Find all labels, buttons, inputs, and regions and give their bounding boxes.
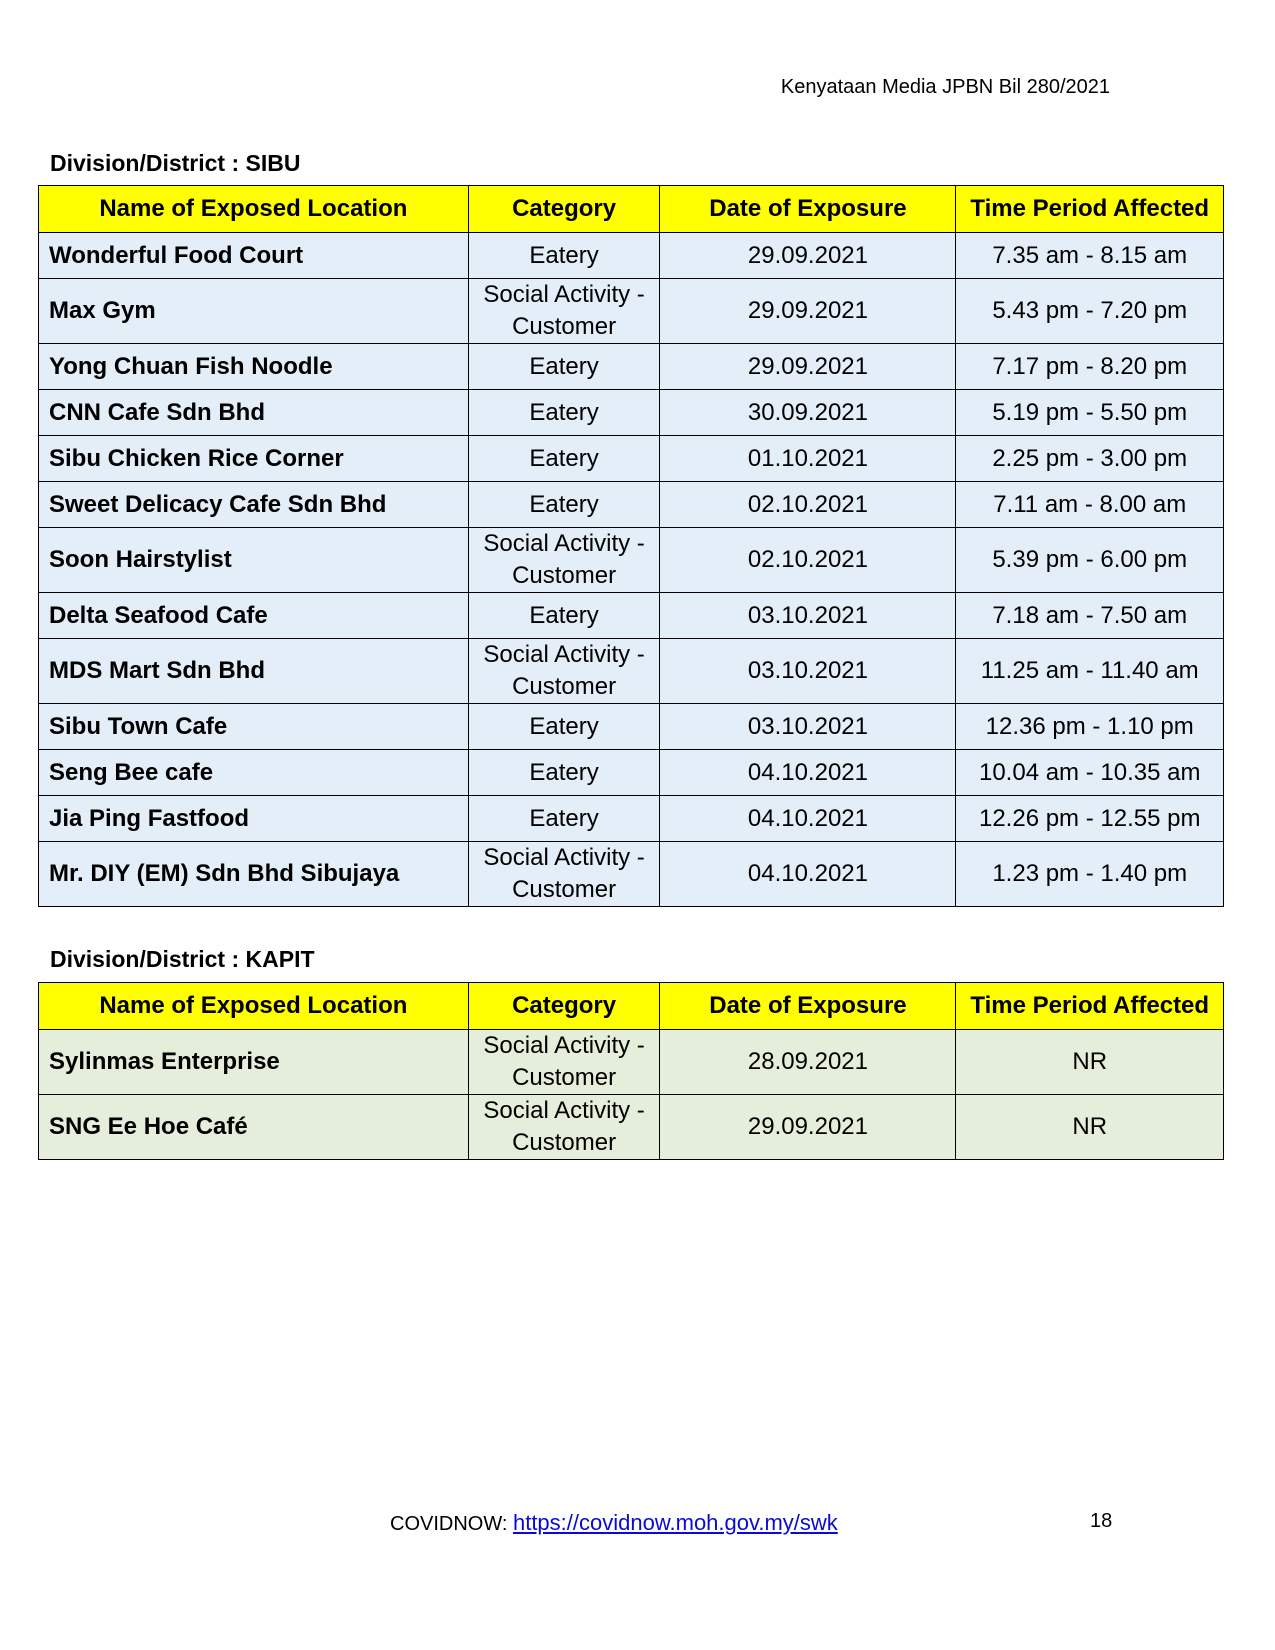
sibu-exposure-table [38, 185, 1224, 907]
exposure-date-cell: 29.09.2021 [660, 279, 956, 344]
exposure-date-cell: 03.10.2021 [660, 593, 956, 639]
table-row [39, 796, 1224, 842]
time-period-cell: 7.11 am - 8.00 am [956, 482, 1224, 528]
table-row [39, 704, 1224, 750]
category-line: Customer [512, 673, 617, 700]
category-line: Social Activity - [483, 844, 645, 871]
exposure-date-cell: 03.10.2021 [660, 639, 956, 704]
category-cell [468, 436, 660, 482]
table-row [39, 1095, 1224, 1160]
category-cell [468, 528, 660, 593]
table-row [39, 593, 1224, 639]
category-line: Social Activity - [483, 1032, 645, 1059]
table-row [39, 750, 1224, 796]
location-name-cell: Yong Chuan Fish Noodle [39, 344, 469, 390]
time-period-cell: 1.23 pm - 1.40 pm [956, 842, 1224, 907]
category-cell [468, 639, 660, 704]
exposure-date-cell: 04.10.2021 [660, 842, 956, 907]
location-name-cell: Seng Bee cafe [39, 750, 469, 796]
category-cell [468, 842, 660, 907]
time-period-cell: 5.39 pm - 6.00 pm [956, 528, 1224, 593]
category-cell [468, 704, 660, 750]
sibu-district-title: Division/District : SIBU [50, 150, 301, 176]
time-period-cell: 5.43 pm - 7.20 pm [956, 279, 1224, 344]
column-header-date: Date of Exposure [660, 186, 956, 233]
location-name-cell: Soon Hairstylist [39, 528, 469, 593]
column-header-category: Category [468, 186, 660, 233]
column-header-location: Name of Exposed Location [39, 186, 469, 233]
footer-prefix: COVIDNOW: [390, 1513, 513, 1535]
category-line: Customer [512, 876, 617, 903]
category-line: Eatery [529, 712, 599, 740]
time-period-cell: 12.26 pm - 12.55 pm [956, 796, 1224, 842]
time-period-cell: 2.25 pm - 3.00 pm [956, 436, 1224, 482]
location-name-cell: Max Gym [39, 279, 469, 344]
table-row [39, 1030, 1224, 1095]
table-row [39, 528, 1224, 593]
kapit-table-body [39, 1030, 1224, 1160]
exposure-date-cell: 29.09.2021 [660, 1095, 956, 1160]
category-cell [468, 796, 660, 842]
category-line: Social Activity - [483, 281, 645, 308]
exposure-date-cell: 28.09.2021 [660, 1030, 956, 1095]
category-cell [468, 482, 660, 528]
covidnow-link[interactable]: https://covidnow.moh.gov.my/swk [512, 1510, 838, 1535]
time-period-cell: NR [956, 1030, 1224, 1095]
location-name-cell: Wonderful Food Court [39, 233, 469, 279]
location-name-cell: Sibu Town Cafe [39, 704, 469, 750]
time-period-cell: 10.04 am - 10.35 am [956, 750, 1224, 796]
table-row [39, 842, 1224, 907]
category-cell [468, 279, 660, 344]
location-name-cell: Jia Ping Fastfood [39, 796, 469, 842]
category-cell [468, 344, 660, 390]
location-name-cell: Mr. DIY (EM) Sdn Bhd Sibujaya [39, 842, 469, 907]
location-name-cell: Sweet Delicacy Cafe Sdn Bhd [39, 482, 469, 528]
category-cell [468, 1030, 660, 1095]
time-period-cell: 12.36 pm - 1.10 pm [956, 704, 1224, 750]
exposure-date-cell: 01.10.2021 [660, 436, 956, 482]
exposure-date-cell: 04.10.2021 [660, 750, 956, 796]
table-row [39, 344, 1224, 390]
table-row [39, 436, 1224, 482]
category-cell [468, 233, 660, 279]
category-line: Eatery [529, 758, 599, 786]
kapit-exposure-table [38, 982, 1224, 1160]
category-line: Eatery [529, 241, 599, 269]
category-line: Social Activity - [483, 641, 645, 668]
column-header-time: Time Period Affected [956, 186, 1224, 233]
exposure-date-cell: 02.10.2021 [660, 528, 956, 593]
footer [390, 1510, 838, 1536]
category-line: Customer [512, 313, 617, 340]
time-period-cell: 7.17 pm - 8.20 pm [956, 344, 1224, 390]
category-line: Social Activity - [483, 530, 645, 557]
exposure-date-cell: 29.09.2021 [660, 344, 956, 390]
location-name-cell: Sylinmas Enterprise [39, 1030, 469, 1095]
exposure-date-cell: 02.10.2021 [660, 482, 956, 528]
time-period-cell: 5.19 pm - 5.50 pm [956, 390, 1224, 436]
category-line: Eatery [529, 490, 599, 518]
category-line: Eatery [529, 352, 599, 380]
exposure-date-cell: 29.09.2021 [660, 233, 956, 279]
category-line: Customer [512, 562, 617, 589]
category-line: Eatery [529, 398, 599, 426]
category-line: Customer [512, 1129, 617, 1156]
column-header-category: Category [468, 983, 660, 1030]
category-line: Eatery [529, 601, 599, 629]
exposure-date-cell: 04.10.2021 [660, 796, 956, 842]
category-line: Eatery [529, 804, 599, 832]
table-row [39, 639, 1224, 704]
exposure-date-cell: 03.10.2021 [660, 704, 956, 750]
sibu-table-body [39, 233, 1224, 907]
location-name-cell: CNN Cafe Sdn Bhd [39, 390, 469, 436]
location-name-cell: Delta Seafood Cafe [39, 593, 469, 639]
table-row [39, 482, 1224, 528]
column-header-time: Time Period Affected [956, 983, 1224, 1030]
category-line: Customer [512, 1064, 617, 1091]
exposure-date-cell: 30.09.2021 [660, 390, 956, 436]
column-header-date: Date of Exposure [660, 983, 956, 1030]
kapit-district-title: Division/District : KAPIT [50, 946, 315, 972]
location-name-cell: Sibu Chicken Rice Corner [39, 436, 469, 482]
time-period-cell: 7.18 am - 7.50 am [956, 593, 1224, 639]
column-header-location: Name of Exposed Location [39, 983, 469, 1030]
page-number: 18 [1090, 1510, 1113, 1532]
time-period-cell: 11.25 am - 11.40 am [956, 639, 1224, 704]
category-cell [468, 593, 660, 639]
time-period-cell: NR [956, 1095, 1224, 1160]
document-reference: Kenyataan Media JPBN Bil 280/2021 [780, 76, 1110, 98]
category-line: Social Activity - [483, 1097, 645, 1124]
location-name-cell: MDS Mart Sdn Bhd [39, 639, 469, 704]
category-cell [468, 390, 660, 436]
category-line: Eatery [529, 444, 599, 472]
category-cell [468, 1095, 660, 1160]
table-row [39, 390, 1224, 436]
table-row [39, 279, 1224, 344]
category-cell [468, 750, 660, 796]
location-name-cell: SNG Ee Hoe Café [39, 1095, 469, 1160]
table-row [39, 233, 1224, 279]
time-period-cell: 7.35 am - 8.15 am [956, 233, 1224, 279]
